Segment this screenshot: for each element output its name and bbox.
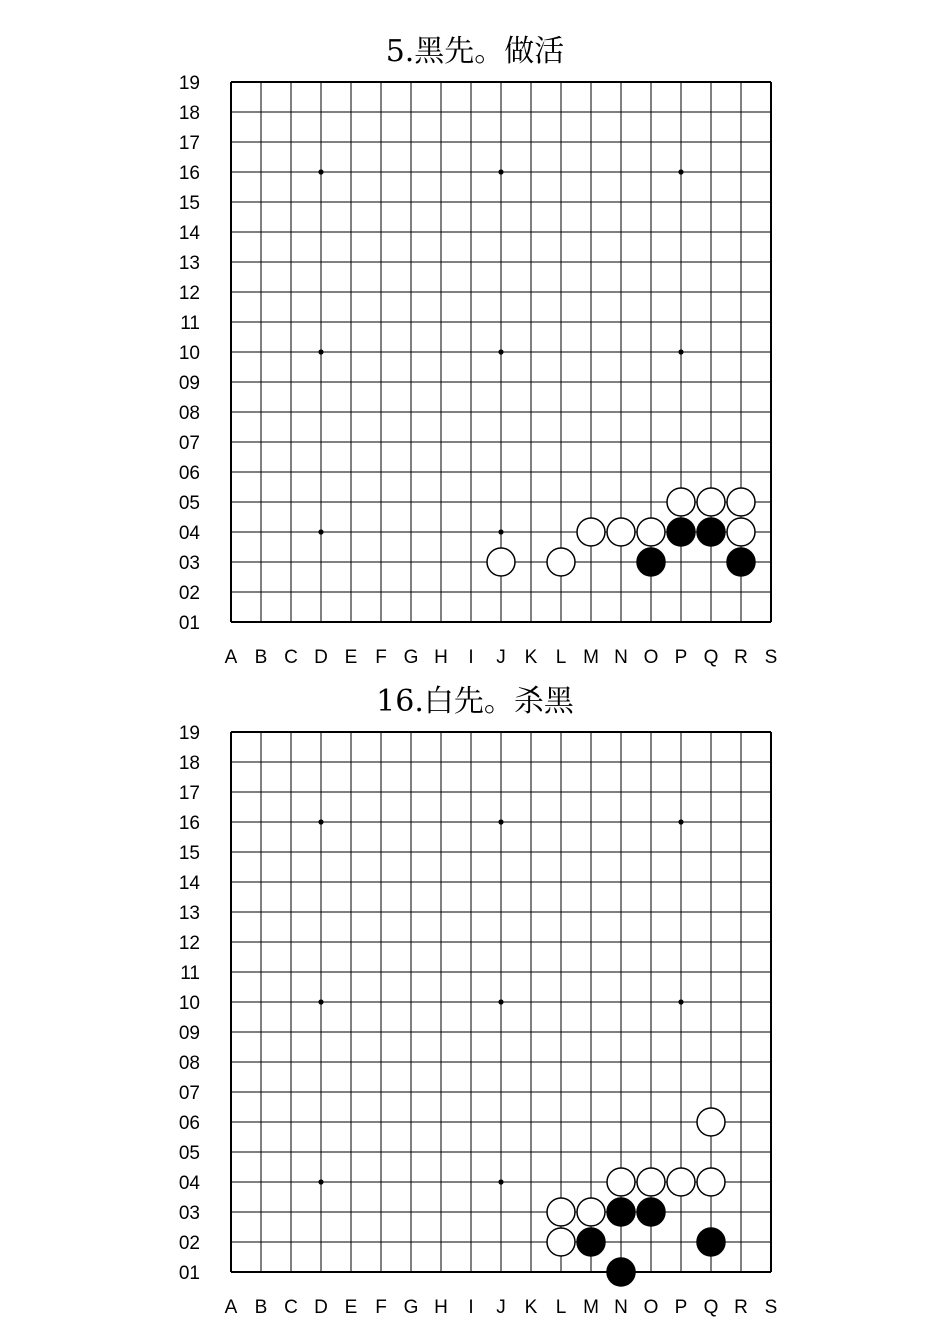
black-stone: [607, 1258, 635, 1286]
column-label: B: [254, 647, 268, 668]
column-label: O: [643, 1297, 659, 1318]
row-label: 15: [178, 193, 200, 214]
column-label: A: [224, 1297, 238, 1318]
star-point: [318, 529, 323, 534]
row-label: 04: [178, 523, 200, 544]
row-label: 12: [178, 283, 200, 304]
column-label: K: [524, 647, 538, 668]
row-label: 10: [178, 993, 200, 1014]
white-stone: [697, 1168, 725, 1196]
row-label: 08: [178, 403, 200, 424]
star-point: [678, 169, 683, 174]
row-label: 06: [178, 1113, 200, 1134]
column-label: H: [434, 647, 448, 668]
row-label: 06: [178, 463, 200, 484]
column-label: N: [614, 647, 628, 668]
column-label: J: [496, 1297, 506, 1318]
column-label: H: [434, 1297, 448, 1318]
row-label: 09: [178, 373, 200, 394]
row-label: 18: [178, 753, 200, 774]
row-label: 08: [178, 1053, 200, 1074]
white-stone: [727, 488, 755, 516]
column-label: Q: [703, 647, 719, 668]
row-label: 04: [178, 1173, 200, 1194]
column-label: N: [614, 1297, 628, 1318]
white-stone: [697, 488, 725, 516]
column-label: M: [583, 647, 599, 668]
column-label: P: [674, 647, 688, 668]
star-point: [318, 169, 323, 174]
star-point: [498, 999, 503, 1004]
white-stone: [637, 518, 665, 546]
row-label: 17: [178, 783, 200, 804]
row-label: 17: [178, 133, 200, 154]
column-label: D: [314, 1297, 328, 1318]
column-label: K: [524, 1297, 538, 1318]
star-point: [318, 999, 323, 1004]
column-label: C: [284, 1297, 298, 1318]
puzzle-title: 16.白先。杀黑: [376, 684, 574, 719]
row-label: 05: [178, 493, 200, 514]
row-label: 07: [178, 1083, 200, 1104]
column-label: E: [344, 647, 358, 668]
column-label: I: [468, 1297, 474, 1318]
column-label: M: [583, 1297, 599, 1318]
white-stone: [637, 1168, 665, 1196]
star-point: [678, 349, 683, 354]
column-label: F: [375, 647, 387, 668]
star-point: [678, 819, 683, 824]
row-label: 09: [178, 1023, 200, 1044]
row-label: 10: [178, 343, 200, 364]
column-label: G: [403, 1297, 419, 1318]
row-label: 01: [178, 613, 200, 634]
column-label: R: [734, 647, 748, 668]
row-label: 18: [178, 103, 200, 124]
row-label: 05: [178, 1143, 200, 1164]
column-label: C: [284, 647, 298, 668]
puzzle-title: 5.黑先。做活: [385, 34, 565, 69]
go-board[interactable]: [0, 0, 950, 668]
star-point: [498, 1179, 503, 1184]
white-stone: [547, 548, 575, 576]
white-stone: [607, 518, 635, 546]
row-label: 07: [178, 433, 200, 454]
black-stone: [667, 518, 695, 546]
row-label: 02: [178, 1233, 200, 1254]
go-board[interactable]: [0, 650, 950, 1344]
row-label: 14: [178, 223, 200, 244]
white-stone: [697, 1108, 725, 1136]
column-label: E: [344, 1297, 358, 1318]
black-stone: [727, 548, 755, 576]
star-point: [318, 1179, 323, 1184]
row-label: 11: [180, 313, 200, 334]
row-label: 03: [178, 1203, 200, 1224]
column-label: I: [468, 647, 474, 668]
column-label: L: [555, 1297, 567, 1318]
star-point: [498, 349, 503, 354]
white-stone: [667, 1168, 695, 1196]
white-stone: [487, 548, 515, 576]
star-point: [498, 529, 503, 534]
star-point: [318, 819, 323, 824]
row-label: 14: [178, 873, 200, 894]
star-point: [318, 349, 323, 354]
row-label: 01: [178, 1263, 200, 1284]
row-label: 12: [178, 933, 200, 954]
column-label: S: [764, 1297, 778, 1318]
row-label: 15: [178, 843, 200, 864]
white-stone: [577, 1198, 605, 1226]
row-label: 13: [178, 253, 200, 274]
black-stone: [637, 1198, 665, 1226]
column-label: B: [254, 1297, 268, 1318]
row-label: 13: [178, 903, 200, 924]
white-stone: [547, 1198, 575, 1226]
column-label: F: [375, 1297, 387, 1318]
column-label: O: [643, 647, 659, 668]
black-stone: [697, 518, 725, 546]
column-label: R: [734, 1297, 748, 1318]
row-label: 16: [178, 163, 200, 184]
column-label: Q: [703, 1297, 719, 1318]
column-label: P: [674, 1297, 688, 1318]
star-point: [678, 999, 683, 1004]
black-stone: [637, 548, 665, 576]
row-label: 16: [178, 813, 200, 834]
black-stone: [577, 1228, 605, 1256]
column-label: D: [314, 647, 328, 668]
white-stone: [727, 518, 755, 546]
black-stone: [607, 1198, 635, 1226]
row-label: 02: [178, 583, 200, 604]
column-label: A: [224, 647, 238, 668]
white-stone: [577, 518, 605, 546]
black-stone: [697, 1228, 725, 1256]
row-label: 11: [180, 963, 200, 984]
white-stone: [547, 1228, 575, 1256]
star-point: [498, 819, 503, 824]
white-stone: [667, 488, 695, 516]
column-label: L: [555, 647, 567, 668]
star-point: [498, 169, 503, 174]
white-stone: [607, 1168, 635, 1196]
column-label: S: [764, 647, 778, 668]
column-label: G: [403, 647, 419, 668]
row-label: 03: [178, 553, 200, 574]
column-label: J: [496, 647, 506, 668]
row-label: 19: [178, 723, 200, 744]
row-label: 19: [178, 73, 200, 94]
